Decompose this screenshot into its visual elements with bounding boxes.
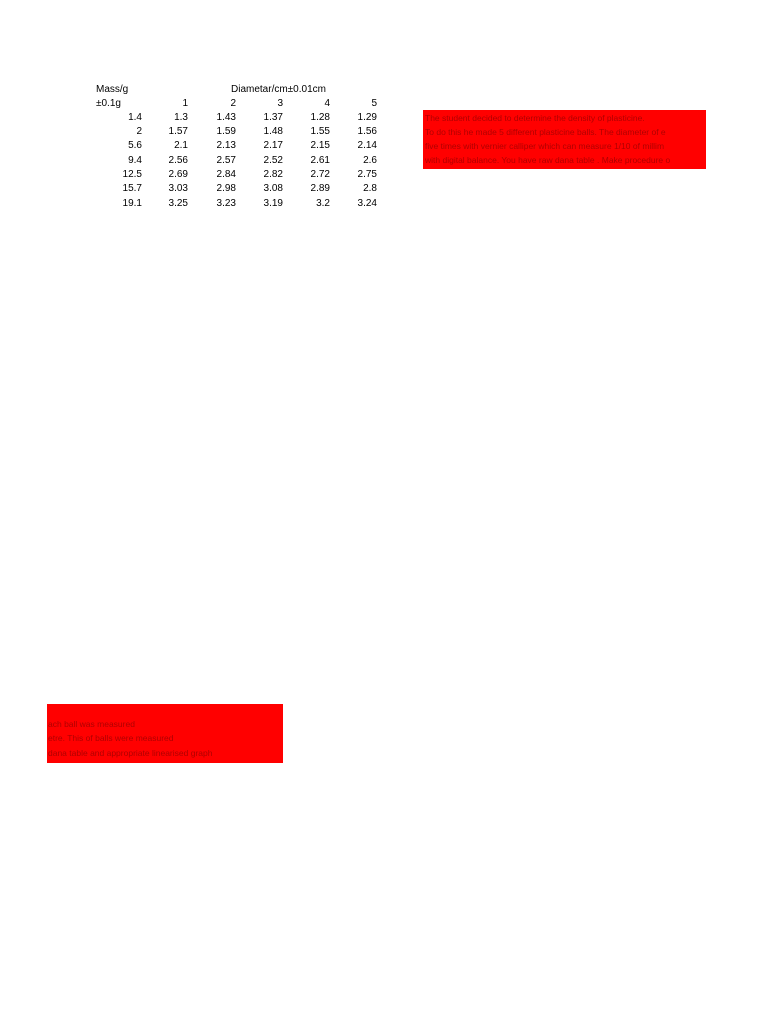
mass-cell: 2 <box>136 126 142 137</box>
diameter-cell: 3.24 <box>357 198 377 209</box>
diameter-cell: 2.17 <box>263 140 283 151</box>
task-note-right <box>423 110 706 169</box>
diameter-cell: 2.61 <box>310 155 330 166</box>
note-line: The student decided to determine the density of plasticine. <box>425 113 645 123</box>
diameter-cell: 1.57 <box>168 126 188 137</box>
diameter-cell: 3.08 <box>263 183 283 194</box>
diameter-cell: 1.48 <box>263 126 283 137</box>
diameter-cell: 2.52 <box>263 155 283 166</box>
mass-cell: 1.4 <box>128 112 142 123</box>
note-line: dana table and appropriate linearised graph <box>48 748 213 758</box>
mass-header: Mass/g <box>96 84 129 95</box>
diameter-cell: 2.14 <box>357 140 377 151</box>
diameter-cell: 2.89 <box>310 183 330 194</box>
diameter-cell: 1.56 <box>357 126 377 137</box>
note-line: To do this he made 5 different plasticine balls. The diameter of e <box>425 127 666 137</box>
diameter-cell: 3.19 <box>263 198 283 209</box>
diameter-cell: 1.37 <box>263 112 283 123</box>
diameter-cell: 2.57 <box>216 155 236 166</box>
diameter-cell: 2.82 <box>263 169 283 180</box>
note-line: with digital balance. You have raw dana table . Make procedure o <box>425 155 671 165</box>
diameter-cell: 3.03 <box>168 183 188 194</box>
diameter-cell: 1.29 <box>357 112 377 123</box>
diameter-cell: 2.15 <box>310 140 330 151</box>
diameter-cell: 2.13 <box>216 140 236 151</box>
diameter-cell: 3.2 <box>316 198 330 209</box>
diameter-cell: 2.1 <box>174 140 188 151</box>
mass-uncertainty: ±0.1g <box>96 98 121 109</box>
diameter-cell: 2.6 <box>363 155 377 166</box>
diameter-cell: 1.3 <box>174 112 188 123</box>
diameter-cell: 2.98 <box>216 183 236 194</box>
task-note-left <box>47 704 283 763</box>
diameter-cell: 2.8 <box>363 183 377 194</box>
diameter-cell: 1.59 <box>216 126 236 137</box>
mass-cell: 19.1 <box>122 198 142 209</box>
diameter-cell: 1.43 <box>216 112 236 123</box>
trial-header-3: 3 <box>277 98 283 109</box>
mass-cell: 15.7 <box>122 183 142 194</box>
trial-header-1: 1 <box>182 98 188 109</box>
diameter-cell: 2.75 <box>357 169 377 180</box>
diameter-cell: 1.28 <box>310 112 330 123</box>
diameter-cell: 2.84 <box>216 169 236 180</box>
diameter-cell: 2.72 <box>310 169 330 180</box>
note-line: five times with vernier calliper which can measure 1/10 of millim <box>425 141 665 151</box>
trial-header-2: 2 <box>230 98 236 109</box>
diameter-cell: 3.23 <box>216 198 236 209</box>
diameter-cell: 2.56 <box>168 155 188 166</box>
note-line: etre. This of balls were measured <box>48 733 174 743</box>
trial-header-5: 5 <box>371 98 377 109</box>
mass-cell: 12.5 <box>122 169 142 180</box>
mass-cell: 9.4 <box>128 155 142 166</box>
diameter-cell: 1.55 <box>310 126 330 137</box>
note-line: ach ball was measured <box>48 719 135 729</box>
mass-cell: 5.6 <box>128 140 142 151</box>
diameter-cell: 3.25 <box>168 198 188 209</box>
trial-header-4: 4 <box>324 98 330 109</box>
diameter-header: Diametar/cm±0.01cm <box>231 84 326 95</box>
diameter-cell: 2.69 <box>168 169 188 180</box>
